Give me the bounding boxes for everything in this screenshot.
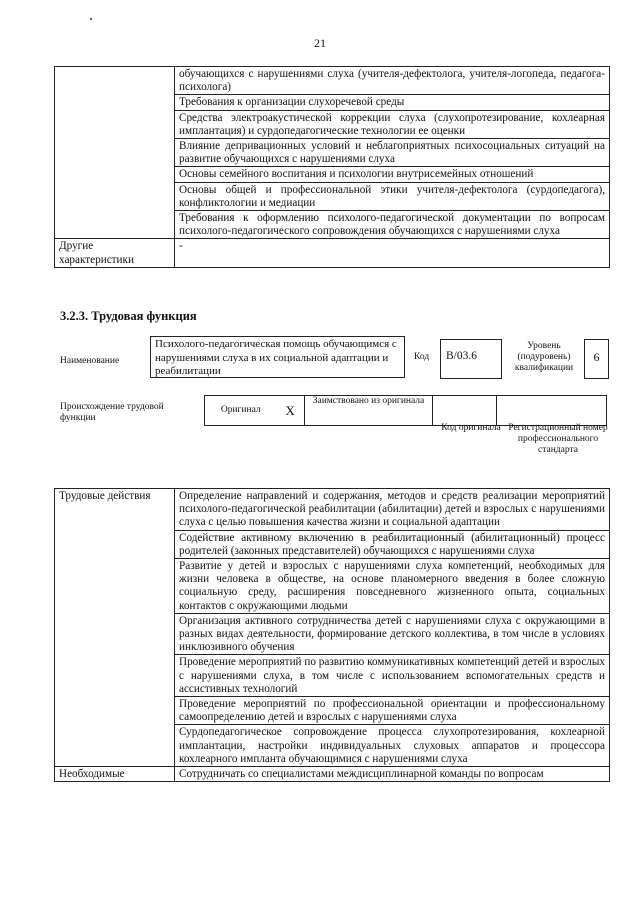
- row-text: Средства электроакустической коррекции слуха (слухопротезирование, кохлеарная имплантация) и сурдопедагогические технологии ее оценки: [175, 110, 610, 138]
- origin-table: [204, 395, 607, 426]
- actions-table: [54, 488, 610, 782]
- row-text: Требования к оформлению психолого-педагогической документации по вопросам психолого-педагогического сопровождения обучающихся с нарушениями слуха: [175, 211, 610, 239]
- row-text: Влияние депривационных условий и неблагоприятных психосоциальных ситуаций на развитие обучающихся с нарушениями слуха: [175, 139, 610, 167]
- function-name: Психолого-педагогическая помощь обучающимся с нарушениями слуха в их социальной адаптации и реабилитации: [150, 336, 405, 378]
- original-mark: X: [277, 396, 305, 426]
- table-row: [55, 489, 610, 531]
- qualification-level: 6: [584, 339, 609, 379]
- row-text: Требования к организации слухоречевой среды: [175, 95, 610, 110]
- row-text: Проведение мероприятий по развитию коммуникативных компетенций детей и взрослых с нарушениями слуха, в том числе с использованием вспомогательных средств и ассистивных технологий: [175, 655, 610, 697]
- row-label-other: Другие характеристики: [55, 239, 175, 267]
- code-caption: Код оригинала: [441, 423, 501, 433]
- table-row: [55, 767, 610, 782]
- table-row: [55, 239, 610, 267]
- row-label-required: Необходимые: [55, 767, 175, 782]
- original-label: Оригинал: [205, 396, 277, 426]
- row-label: [55, 67, 175, 239]
- row-text: Основы общей и профессиональной этики учителя-дефектолога (сурдопедагога), конфликтологии и медиации: [175, 182, 610, 210]
- row-text: Определение направлений и содержания, методов и средств реализации мероприятий психолого-педагогической реабилитации (абилитации) детей и взрослых с нарушениями слуха с целью повышения качества жизни и социальной адаптации: [175, 489, 610, 531]
- knowledge-table: [54, 66, 610, 268]
- row-text: обучающихся с нарушениями слуха (учителя-дефектолога, учителя-логопеда, педагога-психолога): [175, 67, 610, 95]
- function-code: В/03.6: [440, 339, 502, 379]
- page-number: 21: [314, 36, 326, 50]
- row-text: -: [175, 239, 610, 267]
- row-text: Содействие активному включению в реабилитационный (абилитационный) процесс родителей (законных представителей) обучающихся с нарушениями слуха: [175, 530, 610, 558]
- reg-caption: Регистрационный номер профессионального стандарта: [508, 423, 608, 455]
- scan-speck: [90, 18, 92, 20]
- original-code-cell: [433, 396, 497, 426]
- row-text: Организация активного сотрудничества детей с нарушениями слуха с окружающими в разных видах деятельности, формирование детского коллектива, в том числе в условиях инклюзивного обучения: [175, 613, 610, 655]
- borrowed-label: Заимствовано из оригинала: [305, 396, 433, 426]
- row-text: Проведение мероприятий по профессиональной ориентации и профессиональному самоопределению детей и взрослых с нарушениями слуха: [175, 697, 610, 725]
- section-title: 3.2.3. Трудовая функция: [60, 309, 197, 323]
- name-label: Наименование: [60, 356, 120, 366]
- origin-label: Происхождение трудовой функции: [60, 402, 164, 423]
- table-row: [55, 67, 610, 95]
- reg-number-cell: [497, 396, 607, 426]
- level-label: Уровень (подуровень) квалификации: [514, 341, 574, 373]
- row-label: Трудовые действия: [55, 489, 175, 767]
- row-text: Сурдопедагогическое сопровождение процесса слухопротезирования, кохлеарной имплантации, настройки индивидуальных слуховых аппаратов и процессора кохлеарного импланта обучающимися с нарушениями слуха: [175, 725, 610, 767]
- row-text: Развитие у детей и взрослых с нарушениями слуха компетенций, необходимых для жизни человека в обществе, на основе планомерного введения в более сложную социальную среду, расширения повседневного жизненного опыта, социальных контактов с окружающими людьми: [175, 559, 610, 614]
- code-label: Код: [414, 352, 430, 362]
- row-text: Основы семейного воспитания и психологии внутрисемейных отношений: [175, 167, 610, 182]
- row-text: Сотрудничать со специалистами междисциплинарной команды по вопросам: [175, 767, 610, 782]
